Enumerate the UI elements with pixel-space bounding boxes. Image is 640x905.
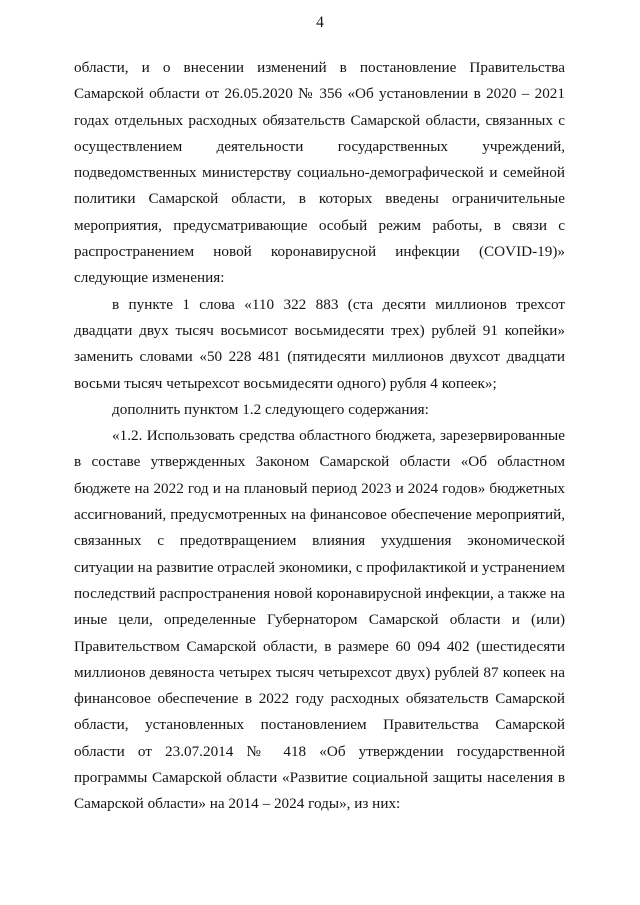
paragraph-add-point: дополнить пунктом 1.2 следующего содержания: <box>112 400 429 418</box>
page-number: 4 <box>316 14 324 31</box>
paragraph-continuation: области, и о внесении изменений в постановление Правительства Самарской области от 26.05.2020 № 356 «Об установлении в 2020 – 2021 годах отдельных расходных обязательств Самарской области, связанных с осуществлением деятельности государственных учреждений, подведомственных министерству социально-демографической и семейной политики Самарской области, в которых введены ограничительные мероприятия, предусматривающие особый режим работы, в связи с распространением новой коронавирусной инфекции (COVID-19)» следующие изменения: <box>74 59 565 287</box>
document-body <box>74 55 565 818</box>
paragraph-amount-replacement: в пункте 1 слова «110 322 883 (ста десяти миллионов трехсот двадцати двух тысяч восьмисот восьмидесяти трех) рублей 91 копейки» заменить словами «50 228 481 (пятидесяти миллионов двухсот двадцати восьми тысяч четырехсот восьмидесяти одного) рубля 4 копеек»; <box>74 295 565 392</box>
paragraph-point-1-2: «1.2. Использовать средства областного бюджета, зарезервированные в составе утвержденных Законом Самарской области «Об областном бюджете на 2022 год и на плановый период 2023 и 2024 годов» бюджетных ассигнований, предусмотренных на финансовое обеспечение мероприятий, связанных с предотвращением влияния ухудшения экономической ситуации на развитие отраслей экономики, с профилактикой и устранением последствий распространения новой коронавирусной инфекции, а также на иные цели, определенные Губернатором Самарской области и (или) Правительством Самарской области, в размере 60 094 402 (шестидесяти миллионов девяноста четырех тысяч четырехсот двух) рублей 87 копеек на финансовое обеспечение в 2022 году расходных обязательств Самарской области, установленных постановлением Правительства Самарской области от 23.07.2014 № 418 «Об утверждении государственной программы Самарской области «Развитие социальной защиты населения в Самарской области» на 2014 – 2024 годы», из них: <box>74 427 565 813</box>
